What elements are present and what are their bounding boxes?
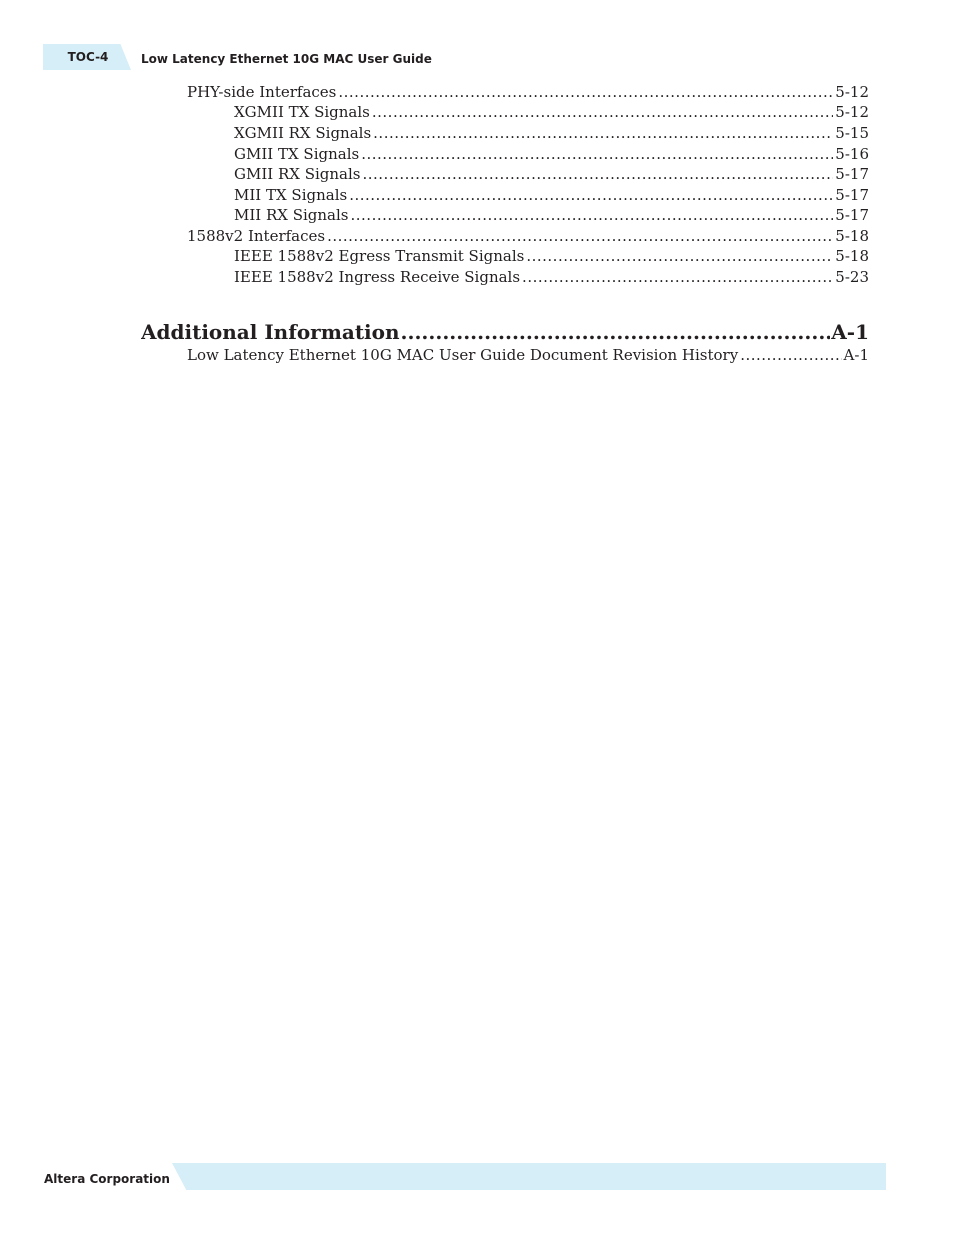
toc-entry-page: 5-18 (835, 247, 869, 265)
toc-entry-mii-rx-signals[interactable] (234, 205, 869, 225)
toc-leader-dots (327, 226, 833, 246)
toc-entry-title: GMII RX Signals (234, 165, 361, 183)
toc-entry-mii-tx-signals[interactable] (234, 185, 869, 205)
toc-entry-title: XGMII RX Signals (234, 124, 372, 142)
toc-entry-page: 5-15 (835, 124, 869, 142)
toc-entry-title: GMII TX Signals (234, 145, 360, 163)
toc-entry-xgmii-tx-signals[interactable] (234, 102, 869, 122)
toc-entry-page: 5-18 (835, 227, 869, 245)
toc-entry-title: XGMII TX Signals (234, 103, 370, 121)
toc-leader-dots (526, 246, 833, 266)
toc-entry-title: PHY-side Interfaces (187, 83, 337, 101)
page-number-label: TOC-4 (67, 50, 109, 64)
toc-entry-ieee-1588v2-egress-transmit-signals[interactable] (234, 246, 869, 266)
toc-entry-phy-side-interfaces[interactable] (187, 82, 869, 102)
toc-leader-dots (372, 102, 833, 122)
toc-entry-title: Low Latency Ethernet 10G MAC User Guide Document Revision History (187, 346, 739, 364)
toc-entry-1588v2-interfaces[interactable] (187, 226, 869, 246)
toc-leader-dots (362, 164, 833, 184)
footer-company-name: Altera Corporation (44, 1172, 170, 1186)
toc-entry-page: A-1 (843, 346, 869, 364)
toc-chapter-page: A-1 (831, 320, 869, 344)
toc-entry-ieee-1588v2-ingress-receive-signals[interactable] (234, 267, 869, 287)
toc-leader-dots (401, 318, 831, 346)
toc-entry-page: 5-12 (835, 103, 869, 121)
toc-entry-page: 5-12 (835, 83, 869, 101)
toc-entry-document-revision-history[interactable] (187, 345, 869, 365)
footer-bar (172, 1163, 886, 1190)
toc-leader-dots (338, 82, 833, 102)
toc-chapter-title: Additional Information (141, 320, 400, 344)
toc-chapter-additional-information[interactable] (141, 318, 869, 346)
toc-entry-title: MII TX Signals (234, 186, 348, 204)
toc-leader-dots (361, 144, 833, 164)
toc-leader-dots (373, 123, 833, 143)
toc-entry-title: IEEE 1588v2 Egress Transmit Signals (234, 247, 525, 265)
toc-entry-title: IEEE 1588v2 Ingress Receive Signals (234, 268, 521, 286)
toc-leader-dots (351, 205, 834, 225)
toc-leader-dots (349, 185, 833, 205)
toc-entry-page: 5-16 (835, 145, 869, 163)
toc-entry-page: 5-17 (835, 165, 869, 183)
toc-entry-xgmii-rx-signals[interactable] (234, 123, 869, 143)
toc-leader-dots (740, 345, 841, 365)
toc-entry-page: 5-17 (835, 206, 869, 224)
toc-entry-title: 1588v2 Interfaces (187, 227, 326, 245)
toc-entry-page: 5-23 (835, 268, 869, 286)
toc-entry-title: MII RX Signals (234, 206, 349, 224)
toc-entry-gmii-rx-signals[interactable] (234, 164, 869, 184)
toc-entry-gmii-tx-signals[interactable] (234, 144, 869, 164)
document-title: Low Latency Ethernet 10G MAC User Guide (141, 52, 432, 66)
toc-leader-dots (522, 267, 833, 287)
toc-entry-page: 5-17 (835, 186, 869, 204)
